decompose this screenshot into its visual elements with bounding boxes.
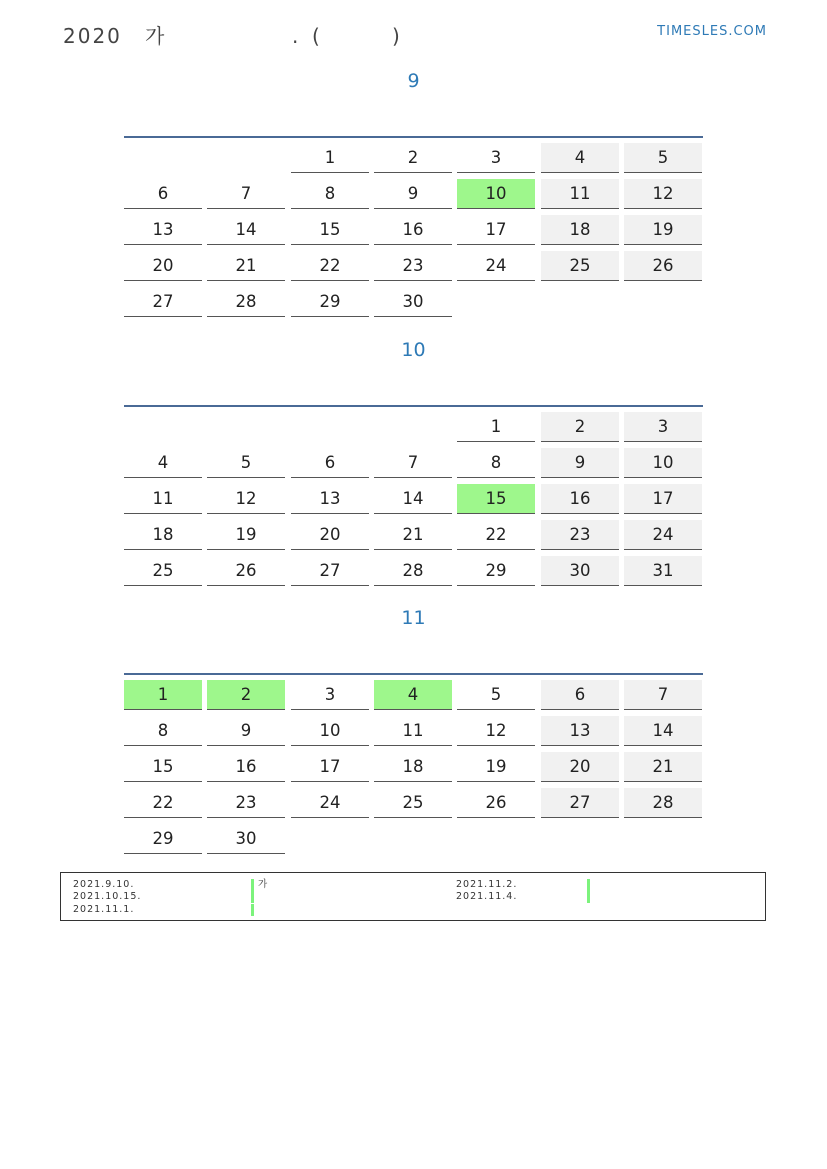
day-cell[interactable]: 1 [124,680,202,710]
day-cell[interactable]: 29 [124,824,202,854]
day-cell[interactable]: 13 [291,484,369,514]
title-paren-close: ) [392,24,402,48]
day-cell[interactable]: 17 [624,484,702,514]
holiday-note [73,879,291,891]
day-cell[interactable]: 22 [457,520,535,550]
day-cell[interactable]: 26 [457,788,535,818]
day-cell[interactable]: 26 [207,556,285,586]
day-cell[interactable]: 9 [207,716,285,746]
holiday-note [73,904,291,916]
day-cell[interactable]: 4 [541,143,619,173]
day-cell[interactable]: 28 [207,287,285,317]
day-cell[interactable]: 5 [624,143,702,173]
day-cell[interactable]: 13 [541,716,619,746]
note-marker [251,904,254,916]
day-cell[interactable]: 10 [291,716,369,746]
day-cell[interactable]: 19 [457,752,535,782]
note-date: 2021.9.10. [73,879,135,890]
day-cell[interactable]: 1 [457,412,535,442]
note-marker [587,879,590,891]
note-marker [251,891,254,903]
day-cell[interactable]: 21 [207,251,285,281]
holiday-note [73,891,291,903]
day-cell[interactable]: 18 [374,752,452,782]
day-cell[interactable]: 6 [124,179,202,209]
day-cell[interactable]: 2 [207,680,285,710]
day-cell[interactable]: 27 [291,556,369,586]
day-cell[interactable]: 29 [457,556,535,586]
note-date: 2021.10.15. [73,891,142,902]
day-cell[interactable]: 16 [374,215,452,245]
note-marker [251,879,254,891]
month-grid [124,405,703,580]
day-cell[interactable]: 3 [291,680,369,710]
note-description: 가 [258,879,269,890]
day-cell[interactable]: 7 [624,680,702,710]
day-cell[interactable]: 25 [374,788,452,818]
title-year: 2020 [63,24,122,48]
day-cell[interactable]: 10 [457,179,535,209]
day-cell[interactable]: 12 [457,716,535,746]
day-cell[interactable]: 20 [291,520,369,550]
day-cell[interactable]: 6 [541,680,619,710]
note-marker [587,891,590,903]
day-cell[interactable]: 21 [374,520,452,550]
day-cell[interactable]: 14 [624,716,702,746]
day-cell[interactable]: 3 [457,143,535,173]
day-cell[interactable]: 1 [291,143,369,173]
day-cell[interactable]: 6 [291,448,369,478]
day-cell[interactable]: 19 [207,520,285,550]
day-cell[interactable]: 23 [374,251,452,281]
day-cell[interactable]: 2 [374,143,452,173]
day-cell[interactable]: 30 [374,287,452,317]
day-cell[interactable]: 26 [624,251,702,281]
day-cell[interactable]: 23 [541,520,619,550]
day-cell[interactable]: 14 [207,215,285,245]
day-cell[interactable]: 20 [124,251,202,281]
day-cell[interactable]: 28 [624,788,702,818]
day-cell[interactable]: 24 [624,520,702,550]
day-cell[interactable]: 28 [374,556,452,586]
holiday-notes-box [60,872,766,921]
note-date: 2021.11.4. [456,891,518,902]
holiday-note [456,879,627,891]
page-title [63,20,402,49]
day-cell[interactable]: 8 [291,179,369,209]
day-cell[interactable]: 7 [374,448,452,478]
day-cell[interactable]: 17 [291,752,369,782]
day-cell[interactable]: 5 [207,448,285,478]
title-paren-open: ( [312,24,322,48]
day-cell[interactable]: 3 [624,412,702,442]
day-cell[interactable]: 10 [624,448,702,478]
day-cell[interactable]: 18 [541,215,619,245]
day-cell[interactable]: 30 [541,556,619,586]
day-cell[interactable]: 9 [541,448,619,478]
day-cell[interactable]: 22 [291,251,369,281]
month-grid [124,673,703,848]
day-cell[interactable]: 21 [624,752,702,782]
month-grid [124,136,703,311]
day-cell[interactable]: 22 [124,788,202,818]
day-cell[interactable]: 11 [541,179,619,209]
day-cell[interactable]: 13 [124,215,202,245]
day-cell[interactable]: 4 [374,680,452,710]
day-cell[interactable]: 12 [207,484,285,514]
day-cell[interactable]: 8 [124,716,202,746]
day-cell[interactable]: 20 [541,752,619,782]
day-cell[interactable]: 30 [207,824,285,854]
day-cell[interactable]: 5 [457,680,535,710]
month-title: 10 [401,339,426,361]
day-cell[interactable]: 25 [124,556,202,586]
title-dot: . [292,24,301,48]
day-cell[interactable]: 7 [207,179,285,209]
day-cell[interactable]: 16 [207,752,285,782]
day-cell[interactable]: 31 [624,556,702,586]
title-ga: 가 [145,24,167,48]
note-date: 2021.11.2. [456,879,518,890]
day-cell[interactable]: 2 [541,412,619,442]
day-cell[interactable]: 29 [291,287,369,317]
day-cell[interactable]: 11 [124,484,202,514]
month-title: 11 [401,607,426,629]
day-cell[interactable]: 14 [374,484,452,514]
holiday-note [456,891,627,903]
day-cell[interactable]: 18 [124,520,202,550]
day-cell[interactable]: 9 [374,179,452,209]
day-cell[interactable]: 23 [207,788,285,818]
day-cell[interactable]: 17 [457,215,535,245]
day-cell[interactable]: 8 [457,448,535,478]
day-cell[interactable]: 15 [124,752,202,782]
brand-link[interactable]: TIMESLES.COM [657,24,767,39]
month-title: 9 [407,70,420,92]
day-cell[interactable]: 24 [291,788,369,818]
day-cell[interactable]: 12 [624,179,702,209]
day-cell[interactable]: 19 [624,215,702,245]
day-cell[interactable]: 15 [291,215,369,245]
day-cell[interactable]: 25 [541,251,619,281]
day-cell[interactable]: 11 [374,716,452,746]
day-cell[interactable]: 16 [541,484,619,514]
day-cell[interactable]: 27 [541,788,619,818]
day-cell[interactable]: 4 [124,448,202,478]
day-cell[interactable]: 24 [457,251,535,281]
day-cell[interactable]: 27 [124,287,202,317]
day-cell[interactable]: 15 [457,484,535,514]
note-date: 2021.11.1. [73,904,135,915]
